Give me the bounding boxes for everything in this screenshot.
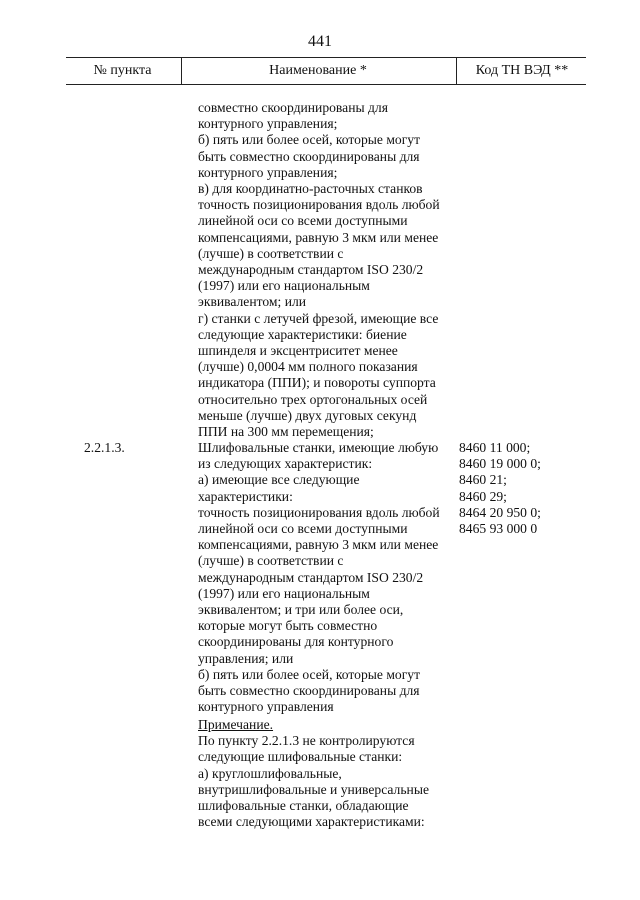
text-line: относительно трех ортогональных осей <box>198 391 428 407</box>
header-divider <box>456 58 457 84</box>
text-line: которые могут быть совместно <box>198 618 378 634</box>
text-line: точность позиционирования вдоль любой <box>198 197 440 213</box>
text-line: эквивалентом; или <box>198 294 307 310</box>
header-item-number: № пункта <box>93 63 152 78</box>
text-line: шлифовальные станки, обладающие <box>198 798 409 814</box>
text-line: б) пять или более осей, которые могут <box>198 132 421 148</box>
text-line: (1997) или его национальным <box>198 278 370 294</box>
continuation-text <box>198 100 498 440</box>
text-line: линейной оси со всеми доступными <box>198 213 408 229</box>
code-line: 8460 29; <box>459 488 507 504</box>
header-name: Наименование * <box>269 63 367 78</box>
page-number: 441 <box>308 33 332 50</box>
text-line: характеристики: <box>198 488 293 504</box>
text-line: контурного управления <box>198 699 334 715</box>
text-line: меньше (лучше) двух дуговых секунд <box>198 407 417 423</box>
text-line: ППИ на 300 мм перемещения; <box>198 424 374 440</box>
text-line: всеми следующими характеристиками: <box>198 814 425 830</box>
header-divider <box>181 58 182 84</box>
item-description <box>198 440 498 715</box>
text-line: совместно скоординированы для <box>198 100 388 115</box>
text-line: внутришлифовальные и универсальные <box>198 781 429 797</box>
code-line: 8460 19 000 0; <box>459 456 541 472</box>
text-line: контурного управления; <box>198 164 338 180</box>
text-line: а) имеющие все следующие <box>198 472 360 488</box>
text-line: линейной оси со всеми доступными <box>198 521 408 537</box>
text-line: международным стандартом ISO 230/2 <box>198 262 424 278</box>
code-line: 8465 93 000 0 <box>459 521 538 537</box>
text-line: (лучше) в соответствии с <box>198 553 344 569</box>
text-line: а) круглошлифовальные, <box>198 765 342 781</box>
text-line: (1997) или его национальным <box>198 585 370 601</box>
text-line: международным стандартом ISO 230/2 <box>198 569 424 585</box>
code-line: 8464 20 950 0; <box>459 504 541 520</box>
header-code: Код ТН ВЭД ** <box>475 63 569 78</box>
text-line: следующие характеристики: биение <box>198 326 407 342</box>
text-line: в) для координатно-расточных станков <box>198 181 423 197</box>
code-line: 8460 11 000; <box>459 440 531 455</box>
text-line: Шлифовальные станки, имеющие любую <box>198 440 439 455</box>
text-line: г) станки с летучей фрезой, имеющие все <box>198 310 439 326</box>
text-line: скоординированы для контурного <box>198 634 394 650</box>
note-title: Примечание. <box>198 717 274 732</box>
item-number: 2.2.1.3. <box>84 440 125 455</box>
text-line: из следующих характеристик: <box>198 456 373 472</box>
text-line: индикатора (ППИ); и повороты суппорта <box>198 375 436 391</box>
text-line: По пункту 2.2.1.3 не контролируются <box>198 733 415 749</box>
text-line: быть совместно скоординированы для <box>198 148 420 164</box>
text-line: (лучше) 0,0004 мм полного показания <box>198 359 418 375</box>
text-line: быть совместно скоординированы для <box>198 683 420 699</box>
text-line: (лучше) в соответствии с <box>198 245 344 261</box>
text-line: компенсациями, равную 3 мкм или менее <box>198 229 439 245</box>
text-line: б) пять или более осей, которые могут <box>198 666 421 682</box>
note <box>198 717 498 830</box>
text-line: эквивалентом; и три или более оси, <box>198 602 404 618</box>
text-line: следующие шлифовальные станки: <box>198 749 403 765</box>
text-line: точность позиционирования вдоль любой <box>198 504 440 520</box>
table-header <box>66 57 586 85</box>
item-codes <box>459 440 541 537</box>
text-line: управления; или <box>198 650 294 666</box>
text-line: компенсациями, равную 3 мкм или менее <box>198 537 439 553</box>
text-line: контурного управления; <box>198 116 338 132</box>
code-line: 8460 21; <box>459 472 507 488</box>
text-line: шпинделя и эксцентриситет менее <box>198 343 398 359</box>
